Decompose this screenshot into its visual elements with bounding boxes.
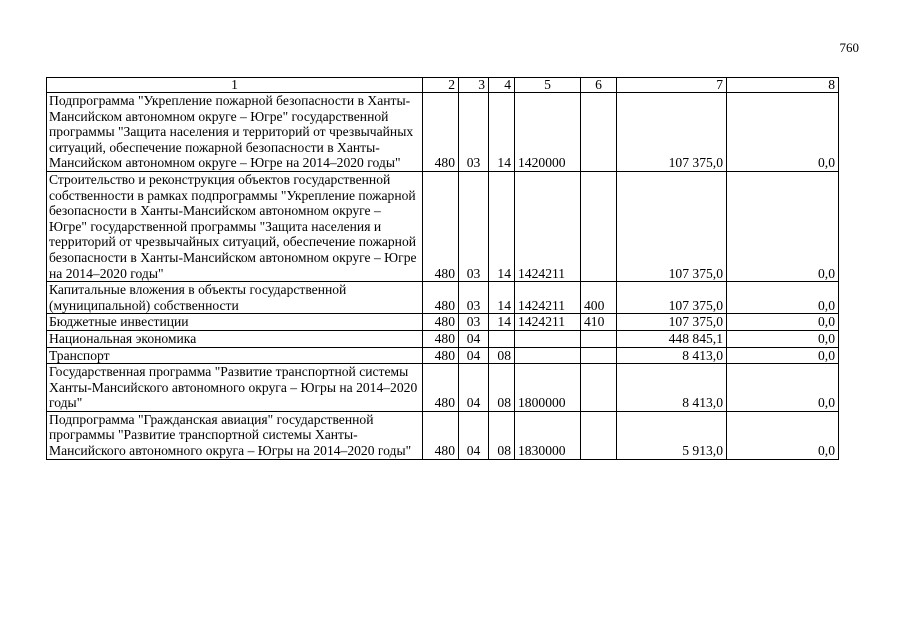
row-amount-2: 0,0 xyxy=(727,282,839,314)
row-code-subsection: 08 xyxy=(489,364,515,412)
table-row xyxy=(47,93,839,172)
row-code-target xyxy=(515,330,581,347)
row-code-target: 1800000 xyxy=(515,364,581,412)
header-cell-6: 6 xyxy=(581,78,617,93)
row-code-admin: 480 xyxy=(423,330,459,347)
row-code-subsection: 14 xyxy=(489,171,515,281)
row-amount: 8 413,0 xyxy=(617,347,727,364)
row-name: Подпрограмма "Гражданская авиация" государственной программы "Развитие транспортной системы Ханты-Мансийского автономного округа – Югры на 2014–2020 годы" xyxy=(47,411,423,459)
header-cell-7: 7 xyxy=(617,78,727,93)
table-row xyxy=(47,364,839,412)
row-name: Национальная экономика xyxy=(47,330,423,347)
row-name: Капитальные вложения в объекты государственной (муниципальной) собственности xyxy=(47,282,423,314)
row-name: Строительство и реконструкция объектов государственной собственности в рамках подпрограммы "Укрепление пожарной безопасности в Ханты-Мансийском автономном округе – Югре" государственной программы "Защита населения и территорий от чрезвычайных ситуаций, обеспечение пожарной безопасности в Ханты-Мансийском автономном округе – Югре на 2014–2020 годы" xyxy=(47,171,423,281)
row-code-subsection: 14 xyxy=(489,93,515,172)
row-name: Подпрограмма "Укрепление пожарной безопасности в Ханты-Мансийском автономном округе – Югре" государственной программы "Защита населения и территорий от чрезвычайных ситуаций, обеспечение пожарной безопасности в Ханты-Мансийском автономном округе – Югре на 2014–2020 годы" xyxy=(47,93,423,172)
row-code-target: 1830000 xyxy=(515,411,581,459)
table-row xyxy=(47,282,839,314)
row-amount: 107 375,0 xyxy=(617,282,727,314)
header-cell-5: 5 xyxy=(515,78,581,93)
row-code-type xyxy=(581,411,617,459)
row-code-section: 03 xyxy=(459,282,489,314)
header-cell-4: 4 xyxy=(489,78,515,93)
header-cell-3: 3 xyxy=(459,78,489,93)
header-cell-8: 8 xyxy=(727,78,839,93)
row-code-type xyxy=(581,330,617,347)
header-cell-2: 2 xyxy=(423,78,459,93)
row-code-section: 03 xyxy=(459,171,489,281)
table-row xyxy=(47,314,839,331)
row-amount-2: 0,0 xyxy=(727,364,839,412)
row-amount: 8 413,0 xyxy=(617,364,727,412)
row-code-target: 1424211 xyxy=(515,171,581,281)
row-amount: 107 375,0 xyxy=(617,171,727,281)
row-amount-2: 0,0 xyxy=(727,411,839,459)
row-code-section: 03 xyxy=(459,314,489,331)
row-amount-2: 0,0 xyxy=(727,330,839,347)
table-row xyxy=(47,347,839,364)
row-code-subsection: 08 xyxy=(489,411,515,459)
table-row xyxy=(47,171,839,281)
row-code-type xyxy=(581,93,617,172)
row-code-subsection: 14 xyxy=(489,282,515,314)
row-code-type xyxy=(581,347,617,364)
row-code-admin: 480 xyxy=(423,93,459,172)
row-code-admin: 480 xyxy=(423,314,459,331)
row-code-section: 03 xyxy=(459,93,489,172)
page-number: 760 xyxy=(839,40,859,55)
row-code-section: 04 xyxy=(459,330,489,347)
budget-table xyxy=(46,77,839,460)
row-code-section: 04 xyxy=(459,411,489,459)
row-code-type xyxy=(581,364,617,412)
row-code-admin: 480 xyxy=(423,347,459,364)
row-code-type xyxy=(581,171,617,281)
row-amount-2: 0,0 xyxy=(727,347,839,364)
row-amount: 107 375,0 xyxy=(617,314,727,331)
row-name: Транспорт xyxy=(47,347,423,364)
table-row xyxy=(47,411,839,459)
header-cell-1: 1 xyxy=(47,78,423,93)
row-code-admin: 480 xyxy=(423,171,459,281)
row-amount: 5 913,0 xyxy=(617,411,727,459)
row-amount-2: 0,0 xyxy=(727,93,839,172)
row-code-subsection: 14 xyxy=(489,314,515,331)
row-amount: 448 845,1 xyxy=(617,330,727,347)
row-code-admin: 480 xyxy=(423,411,459,459)
row-code-admin: 480 xyxy=(423,364,459,412)
row-amount-2: 0,0 xyxy=(727,314,839,331)
row-code-admin: 480 xyxy=(423,282,459,314)
row-code-target: 1424211 xyxy=(515,282,581,314)
row-code-section: 04 xyxy=(459,347,489,364)
row-code-type: 400 xyxy=(581,282,617,314)
row-amount-2: 0,0 xyxy=(727,171,839,281)
row-code-section: 04 xyxy=(459,364,489,412)
row-code-target: 1424211 xyxy=(515,314,581,331)
row-code-subsection xyxy=(489,330,515,347)
table-header-row xyxy=(47,78,839,93)
row-amount: 107 375,0 xyxy=(617,93,727,172)
row-name: Бюджетные инвестиции xyxy=(47,314,423,331)
row-code-target xyxy=(515,347,581,364)
row-name: Государственная программа "Развитие транспортной системы Ханты-Мансийского автономного округа – Югры на 2014–2020 годы" xyxy=(47,364,423,412)
row-code-type: 410 xyxy=(581,314,617,331)
row-code-target: 1420000 xyxy=(515,93,581,172)
table-row xyxy=(47,330,839,347)
row-code-subsection: 08 xyxy=(489,347,515,364)
